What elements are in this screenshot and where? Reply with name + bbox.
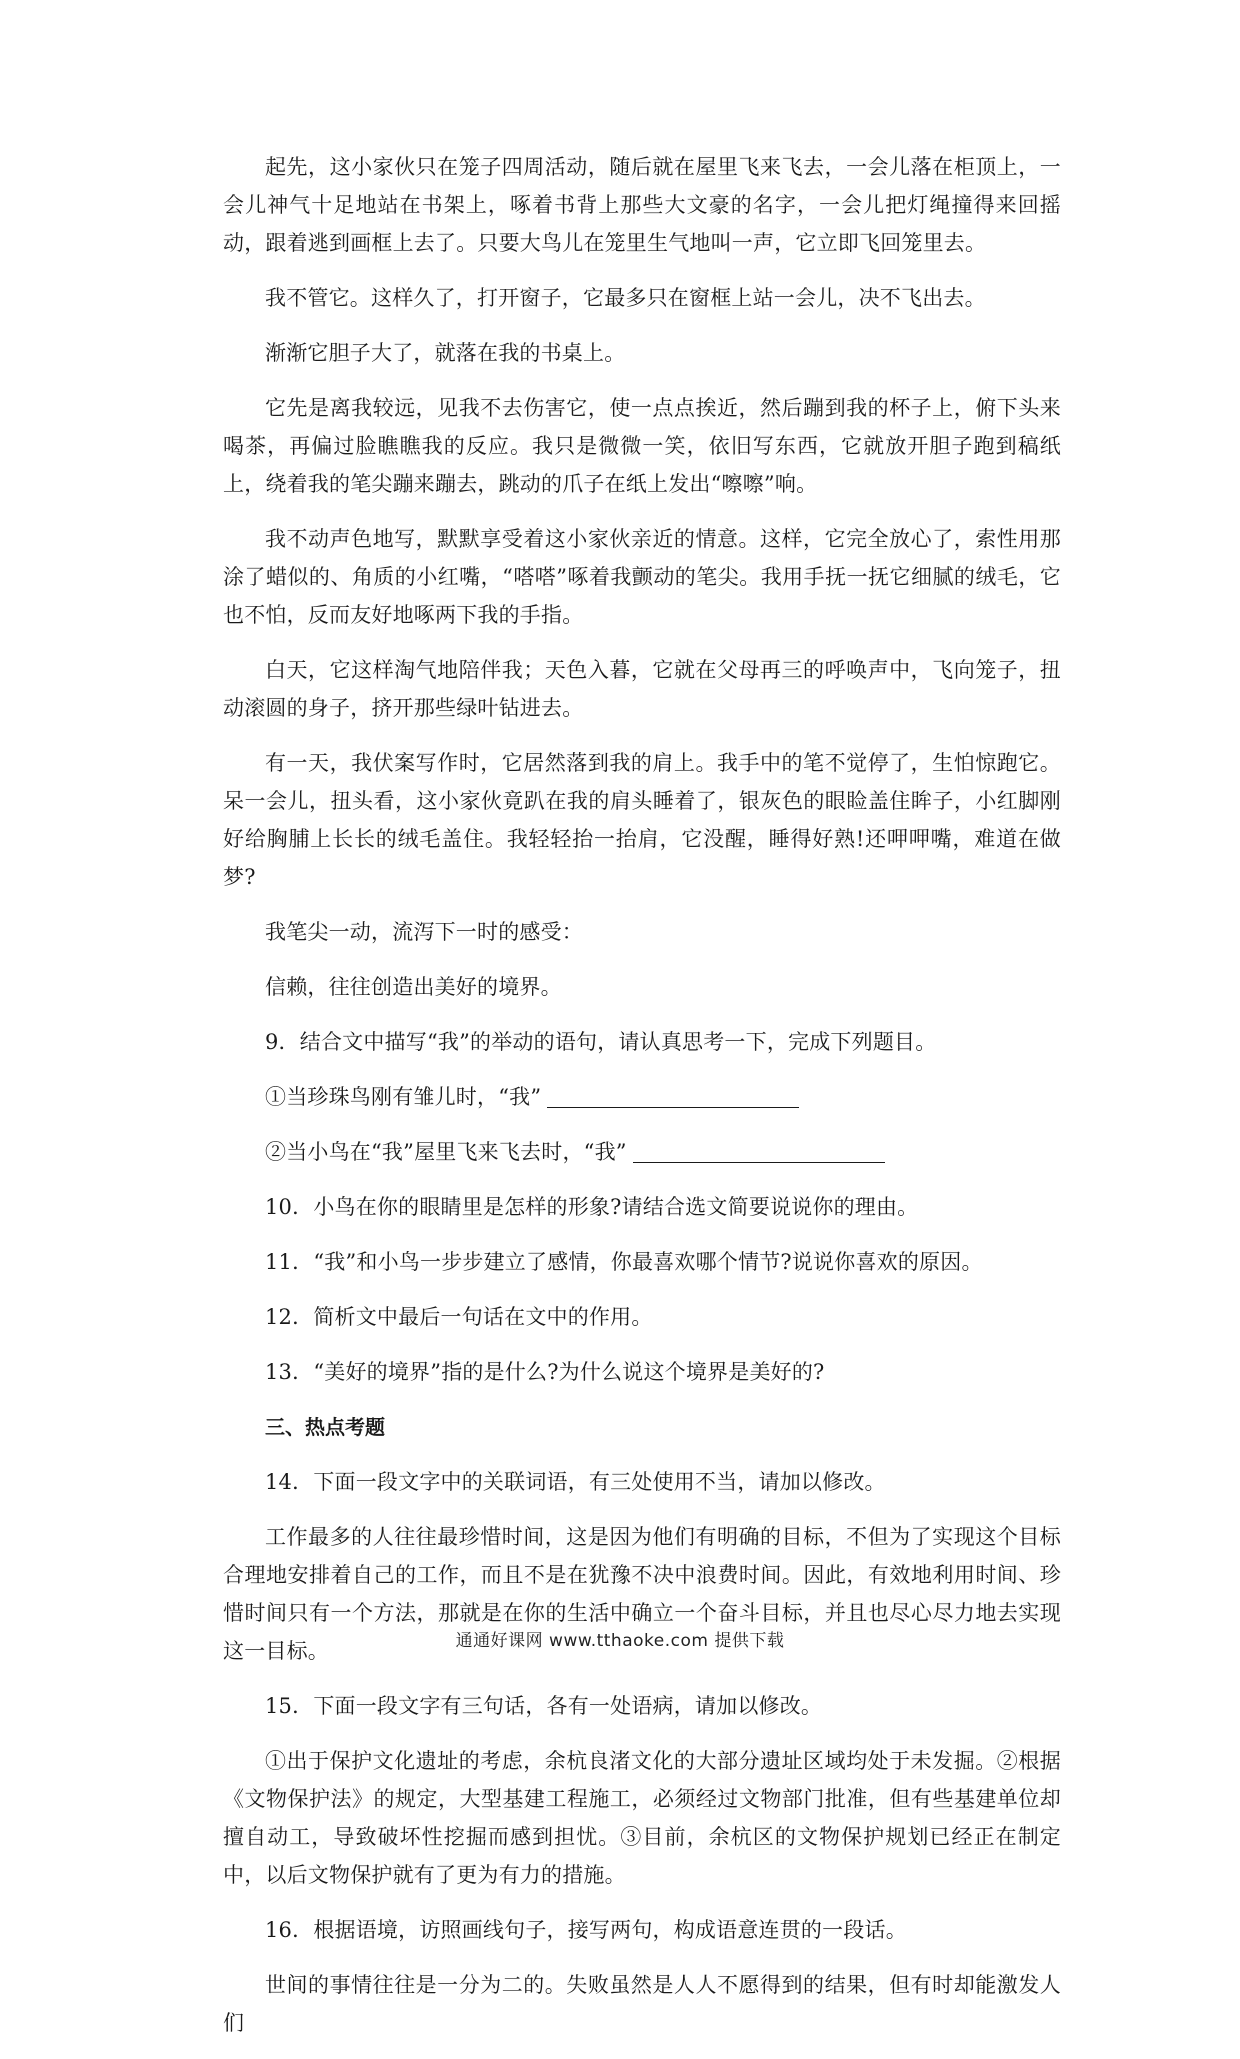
paragraph: 起先，这小家伙只在笼子四周活动，随后就在屋里飞来飞去，一会儿落在柜顶上，一会儿神气十足地站在书架上，啄着书背上那些大文豪的名字，一会儿把灯绳撞得来回摇动，跟着逃到画框上去了。只要大鸟儿在笼里生气地叫一声，它立即飞回笼里去。 — [223, 155, 1061, 255]
paragraph: 我不管它。这样久了，打开窗子，它最多只在窗框上站一会儿，决不飞出去。 — [265, 286, 986, 310]
question-12: 12．简析文中最后一句话在文中的作用。 — [265, 1305, 653, 1329]
question-16: 16．根据语境，访照画线句子，接写两句，构成语意连贯的一段话。 — [265, 1918, 907, 1942]
question-9-part-2-text: ②当小鸟在“我”屋里飞来飞去时，“我” — [265, 1140, 627, 1164]
answer-blank — [547, 1085, 799, 1108]
paragraph: 我不动声色地写，默默享受着这小家伙亲近的情意。这样，它完全放心了，索性用那涂了蜡似的、角质的小红嘴，“嗒嗒”啄着我颤动的笔尖。我用手抚一抚它细腻的绒毛，它也不怕，反而友好地啄两下我的手指。 — [223, 527, 1061, 627]
paragraph: 有一天，我伏案写作时，它居然落到我的肩上。我手中的笔不觉停了，生怕惊跑它。呆一会儿，扭头看，这小家伙竟趴在我的肩头睡着了，银灰色的眼睑盖住眸子，小红脚刚好给胸脯上长长的绒毛盖住。我轻轻抬一抬肩，它没醒，睡得好熟!还呷呷嘴，难道在做梦? — [223, 751, 1061, 889]
question-9-part-1 — [223, 1078, 1061, 1116]
question-10: 10．小鸟在你的眼睛里是怎样的形象?请结合选文简要说说你的理由。 — [265, 1195, 919, 1219]
question-16-passage: 世间的事情往往是一分为二的。失败虽然是人人不愿得到的结果，但有时却能激发人们 — [223, 1973, 1061, 2035]
answer-blank — [633, 1140, 885, 1163]
question-15: 15．下面一段文字有三句话，各有一处语病，请加以修改。 — [265, 1694, 823, 1718]
paragraph: 渐渐它胆子大了，就落在我的书桌上。 — [265, 341, 626, 365]
paragraph: 白天，它这样淘气地陪伴我；天色入暮，它就在父母再三的呼唤声中，飞向笼子，扭动滚圆的身子，挤开那些绿叶钻进去。 — [223, 658, 1061, 720]
paragraph: 它先是离我较远，见我不去伤害它，使一点点挨近，然后蹦到我的杯子上，俯下头来喝茶，再偏过脸瞧瞧我的反应。我只是微微一笑，依旧写东西，它就放开胆子跑到稿纸上，绕着我的笔尖蹦来蹦去，跳动的爪子在纸上发出“嚓嚓”响。 — [223, 396, 1061, 496]
question-9-part-2 — [223, 1133, 1061, 1171]
paragraph: 信赖，往往创造出美好的境界。 — [265, 975, 562, 999]
document-body — [223, 148, 1061, 2059]
question-15-passage: ①出于保护文化遗址的考虑，余杭良渚文化的大部分遗址区域均处于未发掘。②根据《文物保护法》的规定，大型基建工程施工，必须经过文物部门批准，但有些基建单位却擅自动工，导致破坏性挖掘而感到担忧。③目前，余杭区的文物保护规划已经正在制定中，以后文物保护就有了更为有力的措施。 — [223, 1749, 1061, 1887]
question-9: 9．结合文中描写“我”的举动的语句，请认真思考一下，完成下列题目。 — [265, 1030, 937, 1054]
question-14: 14．下面一段文字中的关联词语，有三处使用不当，请加以修改。 — [265, 1470, 886, 1494]
question-11: 11．“我”和小鸟一步步建立了感情，你最喜欢哪个情节?说说你喜欢的原因。 — [265, 1250, 983, 1274]
section-heading: 三、热点考题 — [265, 1415, 385, 1439]
page-footer: 通通好课网 www.tthaoke.com 提供下载 — [455, 1631, 785, 1651]
paragraph: 我笔尖一动，流泻下一时的感受： — [265, 920, 583, 944]
question-14-passage: 工作最多的人往往最珍惜时间，这是因为他们有明确的目标，不但为了实现这个目标合理地安排着自己的工作，而且不是在犹豫不决中浪费时间。因此，有效地利用时间、珍惜时间只有一个方法，那就是在你的生活中确立一个奋斗目标，并且也尽心尽力地去实现这一目标。 — [223, 1525, 1061, 1663]
question-9-part-1-text: ①当珍珠鸟刚有雏儿时，“我” — [265, 1085, 542, 1109]
question-13: 13．“美好的境界”指的是什么?为什么说这个境界是美好的? — [265, 1360, 825, 1384]
